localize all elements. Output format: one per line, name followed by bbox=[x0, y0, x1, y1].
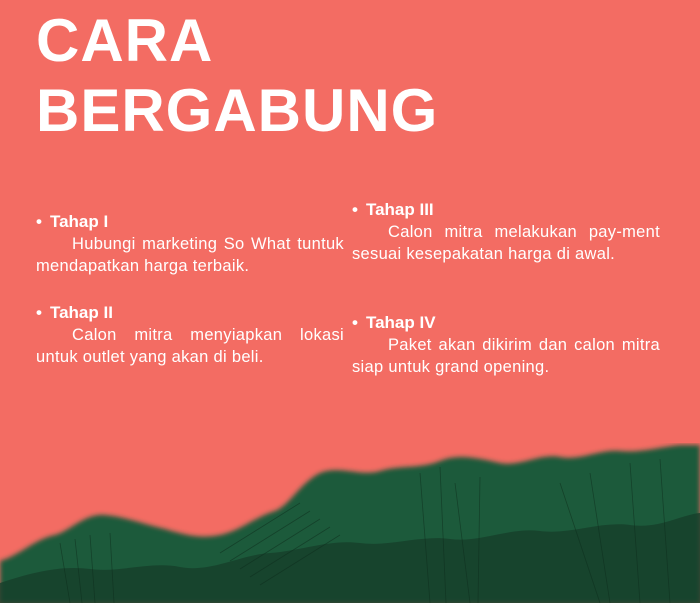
step-description: Calon mitra melakukan pay-ment sesuai kesepakatan harga di awal. bbox=[352, 223, 660, 263]
step-4 bbox=[352, 312, 660, 378]
step-description: Calon mitra menyiapkan lokasi untuk outlet yang akan di beli. bbox=[36, 326, 344, 366]
step-description: Hubungi marketing So What tuntuk mendapatkan harga terbaik. bbox=[36, 235, 344, 275]
step-heading bbox=[36, 302, 344, 324]
bullet-icon: • bbox=[352, 313, 358, 332]
bullet-icon: • bbox=[36, 212, 42, 231]
step-heading bbox=[36, 211, 344, 233]
title-line-2: BERGABUNG bbox=[36, 77, 439, 144]
step-1 bbox=[36, 211, 344, 277]
step-3 bbox=[352, 199, 660, 265]
step-title: Tahap IV bbox=[365, 313, 436, 332]
step-title: Tahap I bbox=[49, 212, 109, 231]
step-2 bbox=[36, 302, 344, 368]
bullet-icon: • bbox=[36, 303, 42, 322]
step-title: Tahap II bbox=[49, 303, 113, 322]
step-heading bbox=[352, 312, 660, 334]
landscape-illustration bbox=[0, 443, 700, 603]
bullet-icon: • bbox=[352, 200, 358, 219]
title-line-1: CARA bbox=[36, 7, 214, 74]
step-description: Paket akan dikirim dan calon mitra siap untuk grand opening. bbox=[352, 336, 660, 376]
step-title: Tahap III bbox=[365, 200, 434, 219]
step-heading bbox=[352, 199, 660, 221]
page-title bbox=[36, 6, 438, 146]
